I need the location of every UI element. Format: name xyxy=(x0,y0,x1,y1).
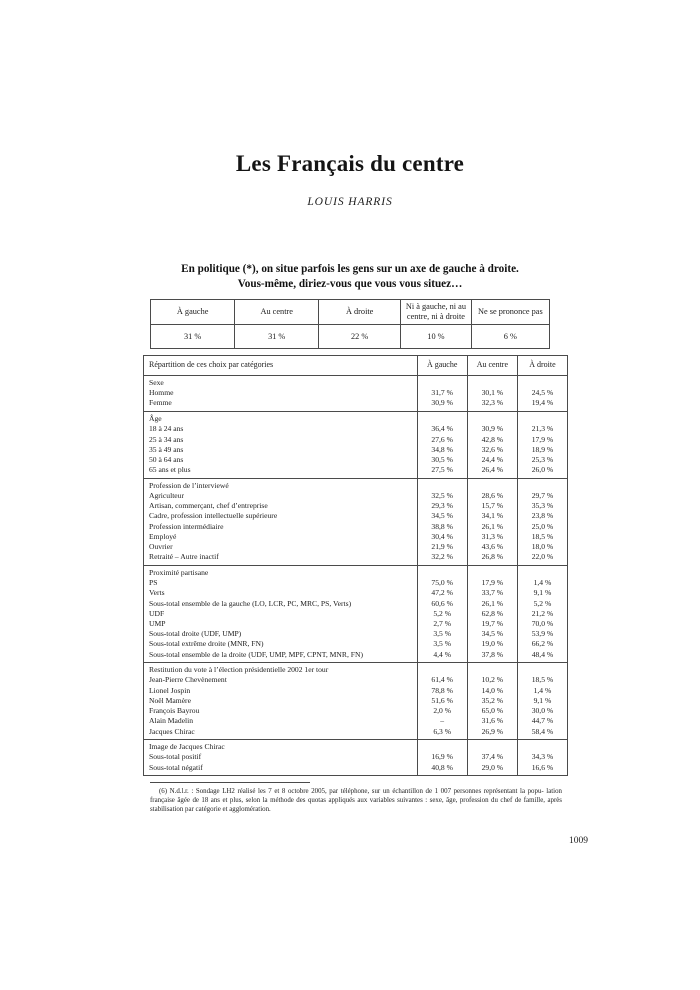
table-row xyxy=(144,752,568,762)
summary-header-ne-se-prononce-pas: Ne se prononce pas xyxy=(471,300,549,325)
breakdown-cell-a-droite: 34,3 % xyxy=(517,752,567,762)
summary-header-row xyxy=(151,300,550,325)
breakdown-row-label: Verts xyxy=(144,588,418,598)
table-row xyxy=(144,455,568,465)
breakdown-cell-a-droite: 24,5 % xyxy=(517,388,567,398)
breakdown-cell-a-droite: 19,4 % xyxy=(517,398,567,411)
summary-header-ni-line-1: Ni à gauche, ni au xyxy=(405,302,467,312)
table-row xyxy=(144,491,568,501)
breakdown-section-header-row xyxy=(144,565,568,578)
breakdown-row-label: Jean-Pierre Chevènement xyxy=(144,675,418,685)
breakdown-row-label: Homme xyxy=(144,388,418,398)
breakdown-cell-a-droite: 48,4 % xyxy=(517,650,567,663)
breakdown-cell-a-droite: 66,2 % xyxy=(517,639,567,649)
breakdown-row-label: Retraité – Autre inactif xyxy=(144,552,418,565)
breakdown-section-header-spacer xyxy=(467,412,517,425)
breakdown-body xyxy=(144,376,568,776)
breakdown-section-header-spacer xyxy=(467,376,517,389)
breakdown-cell-au-centre: 33,7 % xyxy=(467,588,517,598)
breakdown-section-title: Image de Jacques Chirac xyxy=(144,740,418,753)
table-row xyxy=(144,675,568,685)
table-row xyxy=(144,445,568,455)
breakdown-header-col-a-gauche: À gauche xyxy=(417,356,467,376)
breakdown-cell-au-centre: 19,0 % xyxy=(467,639,517,649)
breakdown-cell-a-gauche: 3,5 % xyxy=(417,639,467,649)
breakdown-cell-au-centre: 26,4 % xyxy=(467,465,517,478)
breakdown-cell-au-centre: 19,7 % xyxy=(467,619,517,629)
breakdown-cell-a-gauche: 30,9 % xyxy=(417,398,467,411)
breakdown-row-label: Alain Madelin xyxy=(144,716,418,726)
breakdown-row-label: 65 ans et plus xyxy=(144,465,418,478)
breakdown-section-title: Âge xyxy=(144,412,418,425)
breakdown-section-header-spacer xyxy=(467,565,517,578)
breakdown-cell-au-centre: 34,1 % xyxy=(467,511,517,521)
breakdown-section-title: Restitution du vote à l’élection présidentielle 2002 1er tour xyxy=(144,663,418,676)
breakdown-cell-a-gauche: 40,8 % xyxy=(417,763,467,776)
breakdown-cell-au-centre: 65,0 % xyxy=(467,706,517,716)
breakdown-cell-au-centre: 42,8 % xyxy=(467,435,517,445)
breakdown-section-header-spacer xyxy=(417,565,467,578)
breakdown-cell-a-droite: 18,5 % xyxy=(517,675,567,685)
table-row xyxy=(144,588,568,598)
breakdown-cell-a-gauche: 34,5 % xyxy=(417,511,467,521)
breakdown-section-header-row xyxy=(144,412,568,425)
breakdown-cell-a-droite: 18,0 % xyxy=(517,542,567,552)
breakdown-cell-a-droite: 26,0 % xyxy=(517,465,567,478)
breakdown-row-label: Femme xyxy=(144,398,418,411)
breakdown-section-header-spacer xyxy=(467,663,517,676)
breakdown-cell-a-gauche: 47,2 % xyxy=(417,588,467,598)
breakdown-cell-a-droite: 25,0 % xyxy=(517,522,567,532)
breakdown-cell-au-centre: 26,9 % xyxy=(467,727,517,740)
breakdown-cell-a-droite: 17,9 % xyxy=(517,435,567,445)
breakdown-cell-a-gauche: 21,9 % xyxy=(417,542,467,552)
breakdown-section-header-spacer xyxy=(417,412,467,425)
footnote-line-3: famille, après stabilisation par catégorie et agglomération. xyxy=(150,796,562,813)
table-row xyxy=(144,552,568,565)
breakdown-row-label: François Bayrou xyxy=(144,706,418,716)
breakdown-row-label: Employé xyxy=(144,532,418,542)
breakdown-section-header-spacer xyxy=(417,376,467,389)
question-line-2: Vous-même, diriez-vous que vous vous situez… xyxy=(237,277,463,290)
table-row xyxy=(144,716,568,726)
summary-value-a-droite: 22 % xyxy=(319,325,401,349)
table-row xyxy=(144,609,568,619)
page-title: Les Français du centre xyxy=(235,151,465,177)
breakdown-cell-a-droite: 1,4 % xyxy=(517,686,567,696)
breakdown-section-header-row xyxy=(144,478,568,491)
breakdown-cell-au-centre: 30,1 % xyxy=(467,388,517,398)
breakdown-cell-a-gauche: 2,0 % xyxy=(417,706,467,716)
breakdown-cell-au-centre: 37,8 % xyxy=(467,650,517,663)
breakdown-cell-a-gauche: 36,4 % xyxy=(417,424,467,434)
breakdown-cell-au-centre: 34,5 % xyxy=(467,629,517,639)
table-row xyxy=(144,532,568,542)
table-row xyxy=(144,763,568,776)
table-row xyxy=(144,619,568,629)
summary-value-ni-gauche-ni-droite: 10 % xyxy=(401,325,472,349)
breakdown-cell-au-centre: 29,0 % xyxy=(467,763,517,776)
table-row xyxy=(144,522,568,532)
breakdown-cell-a-droite: 30,0 % xyxy=(517,706,567,716)
breakdown-cell-a-gauche: 6,3 % xyxy=(417,727,467,740)
breakdown-cell-a-gauche: 32,2 % xyxy=(417,552,467,565)
breakdown-table xyxy=(143,355,568,776)
breakdown-header-col-a-droite: À droite xyxy=(517,356,567,376)
breakdown-cell-a-droite: 5,2 % xyxy=(517,599,567,609)
breakdown-cell-a-gauche: 27,6 % xyxy=(417,435,467,445)
breakdown-cell-au-centre: 26,1 % xyxy=(467,522,517,532)
breakdown-section-header-spacer xyxy=(517,565,567,578)
breakdown-cell-a-droite: 9,1 % xyxy=(517,588,567,598)
breakdown-cell-a-gauche: 34,8 % xyxy=(417,445,467,455)
breakdown-cell-a-gauche: – xyxy=(417,716,467,726)
table-row xyxy=(144,686,568,696)
breakdown-cell-au-centre: 26,1 % xyxy=(467,599,517,609)
footnote-line-1: (6) N.d.l.r. : Sondage LH2 réalisé les 7 et 8 octobre 2005, par téléphone, sur un échantillon de 1 007 personnes représentant la popu- xyxy=(159,788,544,795)
breakdown-header-col-au-centre: Au centre xyxy=(467,356,517,376)
summary-header-a-gauche: À gauche xyxy=(151,300,235,325)
breakdown-cell-a-gauche: 27,5 % xyxy=(417,465,467,478)
breakdown-row-label: UMP xyxy=(144,619,418,629)
breakdown-section-header-spacer xyxy=(417,740,467,753)
breakdown-row-label: Sous-total extrême droite (MNR, FN) xyxy=(144,639,418,649)
breakdown-cell-a-gauche: 51,6 % xyxy=(417,696,467,706)
breakdown-cell-au-centre: 10,2 % xyxy=(467,675,517,685)
footnote-line-2: lation française âgée de 18 ans et plus, selon la méthode des quotas appliqués aux variables suivantes : sexe, âge, profession du chef de xyxy=(150,788,562,804)
breakdown-cell-au-centre: 15,7 % xyxy=(467,501,517,511)
summary-results-table xyxy=(150,299,550,349)
breakdown-cell-a-gauche: 32,5 % xyxy=(417,491,467,501)
table-row xyxy=(144,696,568,706)
breakdown-cell-a-gauche: 29,3 % xyxy=(417,501,467,511)
breakdown-cell-a-droite: 21,3 % xyxy=(517,424,567,434)
breakdown-cell-au-centre: 30,9 % xyxy=(467,424,517,434)
breakdown-cell-a-gauche: 5,2 % xyxy=(417,609,467,619)
breakdown-section-title: Profession de l’interviewé xyxy=(144,478,418,491)
breakdown-row-label: Artisan, commerçant, chef d’entreprise xyxy=(144,501,418,511)
summary-value-a-gauche: 31 % xyxy=(151,325,235,349)
breakdown-row-label: Ouvrier xyxy=(144,542,418,552)
table-row xyxy=(144,435,568,445)
breakdown-row-label: 35 à 49 ans xyxy=(144,445,418,455)
breakdown-cell-a-gauche: 31,7 % xyxy=(417,388,467,398)
table-row xyxy=(144,398,568,411)
summary-header-au-centre: Au centre xyxy=(235,300,319,325)
breakdown-cell-a-droite: 58,4 % xyxy=(517,727,567,740)
table-row xyxy=(144,511,568,521)
table-row xyxy=(144,727,568,740)
breakdown-section-header-row xyxy=(144,740,568,753)
breakdown-cell-au-centre: 32,3 % xyxy=(467,398,517,411)
breakdown-cell-au-centre: 31,3 % xyxy=(467,532,517,542)
breakdown-cell-au-centre: 32,6 % xyxy=(467,445,517,455)
breakdown-cell-a-gauche: 75,0 % xyxy=(417,578,467,588)
breakdown-cell-a-droite: 22,0 % xyxy=(517,552,567,565)
table-row xyxy=(144,706,568,716)
breakdown-cell-a-gauche: 61,4 % xyxy=(417,675,467,685)
breakdown-row-label: 50 à 64 ans xyxy=(144,455,418,465)
breakdown-section-header-row xyxy=(144,663,568,676)
breakdown-section-header-spacer xyxy=(517,412,567,425)
breakdown-section-header-spacer xyxy=(517,376,567,389)
table-row xyxy=(144,424,568,434)
breakdown-cell-a-gauche: 30,4 % xyxy=(417,532,467,542)
breakdown-cell-a-droite: 21,2 % xyxy=(517,609,567,619)
breakdown-cell-au-centre: 24,4 % xyxy=(467,455,517,465)
summary-header-ni-gauche-ni-droite xyxy=(401,300,472,325)
breakdown-cell-a-droite: 9,1 % xyxy=(517,696,567,706)
breakdown-section-header-spacer xyxy=(517,663,567,676)
breakdown-row-label: Sous-total négatif xyxy=(144,763,418,776)
breakdown-cell-au-centre: 37,4 % xyxy=(467,752,517,762)
question-line-1: En politique (*), on situe parfois les gens sur un axe de gauche à droite. xyxy=(181,263,519,275)
breakdown-cell-a-gauche: 2,7 % xyxy=(417,619,467,629)
breakdown-section-header-spacer xyxy=(467,740,517,753)
breakdown-cell-a-droite: 23,8 % xyxy=(517,511,567,521)
breakdown-cell-a-gauche: 30,5 % xyxy=(417,455,467,465)
footnote-divider xyxy=(150,782,310,783)
breakdown-row-label: 25 à 34 ans xyxy=(144,435,418,445)
breakdown-cell-au-centre: 17,9 % xyxy=(467,578,517,588)
breakdown-cell-au-centre: 14,0 % xyxy=(467,686,517,696)
page-number: 1009 xyxy=(569,836,588,846)
breakdown-section-header-spacer xyxy=(517,478,567,491)
table-row xyxy=(144,599,568,609)
breakdown-cell-au-centre: 43,6 % xyxy=(467,542,517,552)
breakdown-row-label: Noël Mamère xyxy=(144,696,418,706)
breakdown-section-title: Sexe xyxy=(144,376,418,389)
breakdown-cell-a-gauche: 60,6 % xyxy=(417,599,467,609)
footnote xyxy=(150,788,562,814)
author-byline: LOUIS HARRIS xyxy=(307,196,393,208)
table-row xyxy=(144,629,568,639)
breakdown-cell-a-droite: 35,3 % xyxy=(517,501,567,511)
table-row xyxy=(144,542,568,552)
table-row xyxy=(144,639,568,649)
breakdown-cell-a-droite: 18,5 % xyxy=(517,532,567,542)
breakdown-cell-a-gauche: 38,8 % xyxy=(417,522,467,532)
summary-value-au-centre: 31 % xyxy=(235,325,319,349)
breakdown-row-label: Agriculteur xyxy=(144,491,418,501)
summary-header-ni-line-2: centre, ni à droite xyxy=(406,312,465,321)
summary-value-row xyxy=(151,325,550,349)
breakdown-row-label: Jacques Chirac xyxy=(144,727,418,740)
breakdown-row-label: Sous-total ensemble de la droite (UDF, UMP, MPF, CPNT, MNR, FN) xyxy=(144,650,418,663)
breakdown-cell-a-gauche: 3,5 % xyxy=(417,629,467,639)
breakdown-cell-a-gauche: 4,4 % xyxy=(417,650,467,663)
breakdown-row-label: PS xyxy=(144,578,418,588)
breakdown-row-label: UDF xyxy=(144,609,418,619)
breakdown-cell-a-gauche: 78,8 % xyxy=(417,686,467,696)
breakdown-cell-a-droite: 16,6 % xyxy=(517,763,567,776)
breakdown-cell-a-droite: 25,3 % xyxy=(517,455,567,465)
breakdown-row-label: Sous-total droite (UDF, UMP) xyxy=(144,629,418,639)
breakdown-cell-a-droite: 44,7 % xyxy=(517,716,567,726)
breakdown-header-row xyxy=(144,356,568,376)
breakdown-section-header-spacer xyxy=(417,663,467,676)
summary-value-ne-se-prononce-pas: 6 % xyxy=(471,325,549,349)
breakdown-cell-au-centre: 35,2 % xyxy=(467,696,517,706)
survey-question xyxy=(0,262,700,291)
table-row xyxy=(144,650,568,663)
breakdown-section-header-spacer xyxy=(467,478,517,491)
breakdown-cell-a-droite: 18,9 % xyxy=(517,445,567,455)
breakdown-header-label: Répartition de ces choix par catégories xyxy=(144,356,418,376)
breakdown-cell-au-centre: 31,6 % xyxy=(467,716,517,726)
breakdown-cell-a-droite: 1,4 % xyxy=(517,578,567,588)
breakdown-row-label: Profession intermédiaire xyxy=(144,522,418,532)
breakdown-cell-au-centre: 28,6 % xyxy=(467,491,517,501)
breakdown-row-label: Sous-total positif xyxy=(144,752,418,762)
breakdown-section-title: Proximité partisane xyxy=(144,565,418,578)
breakdown-section-header-spacer xyxy=(517,740,567,753)
summary-header-a-droite: À droite xyxy=(319,300,401,325)
table-row xyxy=(144,501,568,511)
breakdown-row-label: 18 à 24 ans xyxy=(144,424,418,434)
breakdown-cell-a-droite: 29,7 % xyxy=(517,491,567,501)
table-row xyxy=(144,465,568,478)
breakdown-row-label: Lionel Jospin xyxy=(144,686,418,696)
breakdown-cell-au-centre: 62,8 % xyxy=(467,609,517,619)
breakdown-cell-a-droite: 53,9 % xyxy=(517,629,567,639)
breakdown-cell-au-centre: 26,8 % xyxy=(467,552,517,565)
breakdown-cell-a-gauche: 16,9 % xyxy=(417,752,467,762)
breakdown-cell-a-droite: 70,0 % xyxy=(517,619,567,629)
table-row xyxy=(144,578,568,588)
breakdown-row-label: Cadre, profession intellectuelle supérieure xyxy=(144,511,418,521)
breakdown-section-header-row xyxy=(144,376,568,389)
breakdown-row-label: Sous-total ensemble de la gauche (LO, LCR, PC, MRC, PS, Verts) xyxy=(144,599,418,609)
breakdown-section-header-spacer xyxy=(417,478,467,491)
table-row xyxy=(144,388,568,398)
